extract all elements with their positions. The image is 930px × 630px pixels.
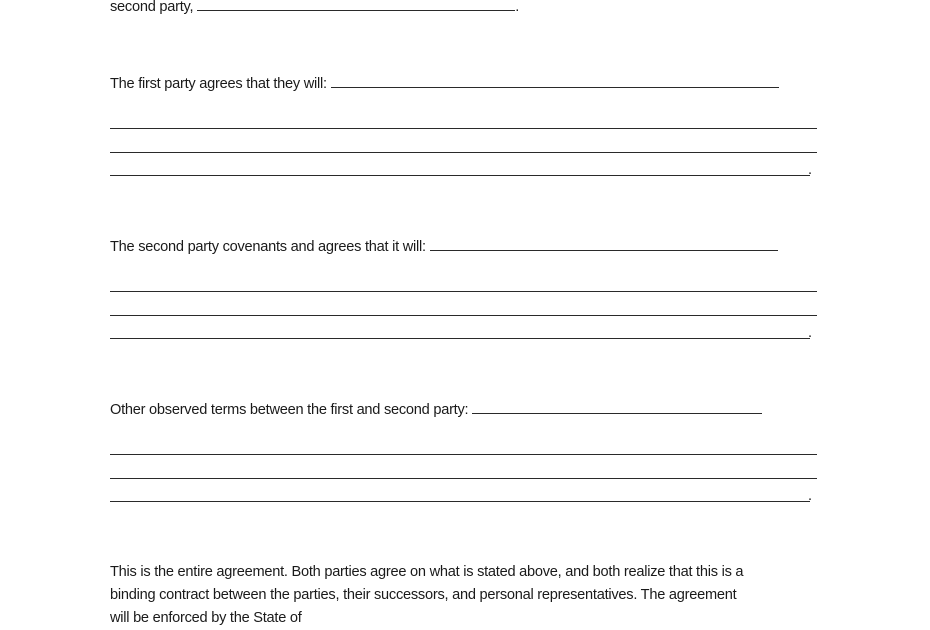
other-terms-heading [110, 400, 762, 419]
first-party-heading [110, 74, 779, 93]
second-party-blank-line-1[interactable] [110, 291, 817, 292]
first-party-inline-blank[interactable] [331, 74, 779, 88]
closing-line-2: binding contract between the parties, their successors, and personal representatives. The agreement [110, 587, 737, 603]
other-terms-end-punct: . [808, 488, 813, 504]
second-party-name-blank[interactable] [197, 0, 515, 11]
other-terms-blank-line-3[interactable] [110, 501, 810, 502]
second-party-blank-line-2[interactable] [110, 315, 817, 316]
other-terms-inline-blank[interactable] [472, 400, 762, 414]
closing-line-1: This is the entire agreement. Both parties agree on what is stated above, and both realize that this is a [110, 564, 744, 580]
first-party-blank-line-2[interactable] [110, 152, 817, 153]
other-terms-blank-line-2[interactable] [110, 478, 817, 479]
other-terms-blank-line-1[interactable] [110, 454, 817, 455]
other-terms-label: Other observed terms between the first and second party: [110, 402, 469, 418]
second-party-heading [110, 237, 778, 256]
closing-line-3: will be enforced by the State of [110, 610, 302, 626]
second-party-inline-blank[interactable] [430, 237, 778, 251]
intro-fragment: second party, . [110, 0, 519, 16]
first-party-end-punct: . [808, 162, 813, 178]
second-party-end-punct: . [808, 325, 813, 341]
first-party-blank-line-1[interactable] [110, 128, 817, 129]
second-party-blank-line-3[interactable] [110, 338, 810, 339]
intro-text: second party, [110, 0, 194, 15]
first-party-label: The first party agrees that they will: [110, 76, 327, 92]
second-party-label: The second party covenants and agrees that it will: [110, 239, 426, 255]
first-party-blank-line-3[interactable] [110, 175, 810, 176]
